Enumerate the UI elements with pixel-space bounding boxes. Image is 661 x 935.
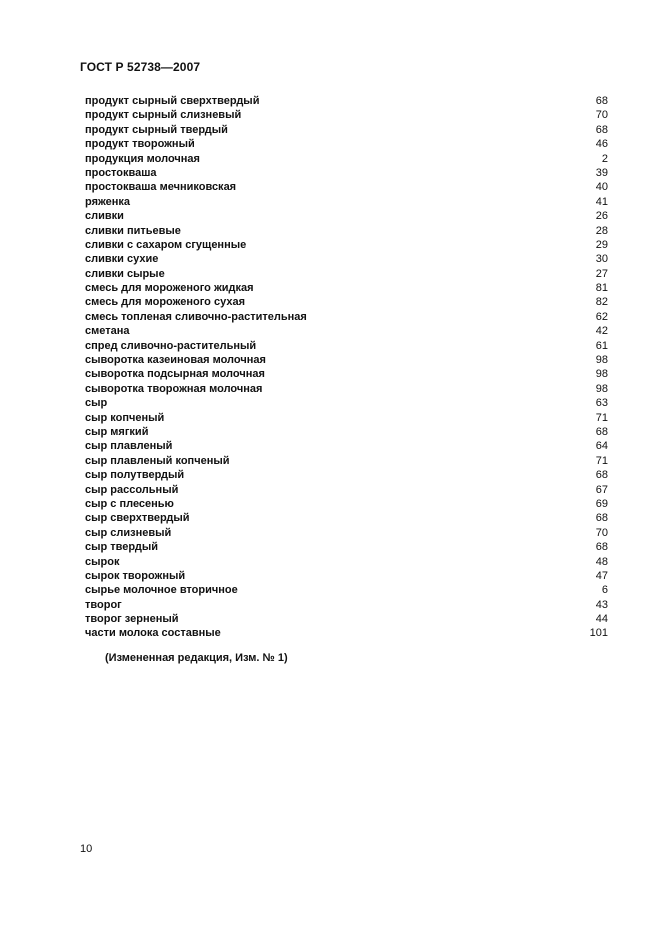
index-term: сыр bbox=[85, 397, 108, 410]
index-term: смесь для мороженого сухая bbox=[85, 296, 245, 309]
index-page-reference: 47 bbox=[595, 569, 608, 582]
index-entry bbox=[85, 583, 608, 597]
index-page-reference: 68 bbox=[595, 541, 608, 554]
index-entry bbox=[85, 555, 608, 569]
index-term: сыр полутвердый bbox=[85, 469, 185, 482]
index-term: сыр твердый bbox=[85, 541, 158, 554]
index-term: сливки с сахаром сгущенные bbox=[85, 238, 247, 251]
index-entry bbox=[85, 439, 608, 453]
index-page-reference: 44 bbox=[595, 613, 608, 626]
index-term: продукция молочная bbox=[85, 152, 200, 165]
index-page-reference: 2 bbox=[601, 152, 608, 165]
index-page-reference: 68 bbox=[595, 123, 608, 136]
index-term: смесь топленая сливочно-растительная bbox=[85, 310, 307, 323]
index-page-reference: 39 bbox=[595, 166, 608, 179]
index-page-reference: 42 bbox=[595, 325, 608, 338]
index-page-reference: 28 bbox=[595, 224, 608, 237]
index-entry bbox=[85, 267, 608, 281]
index-entry bbox=[85, 540, 608, 554]
index-term: сыр сверхтвердый bbox=[85, 512, 190, 525]
index-page-reference: 48 bbox=[595, 555, 608, 568]
index-entry bbox=[85, 454, 608, 468]
index-page-reference: 68 bbox=[595, 425, 608, 438]
index-page-reference: 98 bbox=[595, 354, 608, 367]
index-entry bbox=[85, 382, 608, 396]
index-entry bbox=[85, 612, 608, 626]
index-term: сырье молочное вторичное bbox=[85, 584, 238, 597]
index-entry bbox=[85, 108, 608, 122]
index-page-reference: 29 bbox=[595, 238, 608, 251]
index-entry bbox=[85, 238, 608, 252]
index-entry bbox=[85, 180, 608, 194]
index-term: сырок bbox=[85, 555, 120, 568]
index-term: сливки сухие bbox=[85, 253, 159, 266]
index-page-reference: 61 bbox=[595, 339, 608, 352]
index-entry bbox=[85, 425, 608, 439]
index-page-reference: 82 bbox=[595, 296, 608, 309]
index-page-reference: 62 bbox=[595, 310, 608, 323]
index-term: продукт творожный bbox=[85, 138, 195, 151]
index-entry bbox=[85, 310, 608, 324]
index-term: продукт сырный слизневый bbox=[85, 109, 242, 122]
index-page-reference: 63 bbox=[595, 397, 608, 410]
index-entry bbox=[85, 626, 608, 640]
index-entry bbox=[85, 411, 608, 425]
index-page-reference: 70 bbox=[595, 109, 608, 122]
index-entry bbox=[85, 483, 608, 497]
index-entry bbox=[85, 396, 608, 410]
index-page-reference: 67 bbox=[595, 483, 608, 496]
index-term: сметана bbox=[85, 325, 130, 338]
index-entry bbox=[85, 295, 608, 309]
index-term: творог bbox=[85, 598, 122, 611]
index-term: сыр мягкий bbox=[85, 425, 149, 438]
index-entry bbox=[85, 598, 608, 612]
index-page-reference: 71 bbox=[595, 411, 608, 424]
index-page-reference: 68 bbox=[595, 95, 608, 107]
index-term: сливки питьевые bbox=[85, 224, 181, 237]
amendment-note: (Измененная редакция, Изм. № 1) bbox=[105, 652, 288, 664]
index-term: сливки bbox=[85, 210, 124, 223]
document-header: ГОСТ Р 52738—2007 bbox=[80, 60, 201, 74]
index-page-reference: 68 bbox=[595, 469, 608, 482]
index-term: продукт сырный сверхтвердый bbox=[85, 95, 260, 107]
index-page-reference: 43 bbox=[595, 598, 608, 611]
index-entry bbox=[85, 511, 608, 525]
index-term: сыр копченый bbox=[85, 411, 165, 424]
index-entry bbox=[85, 224, 608, 238]
index-term: сыр с плесенью bbox=[85, 497, 174, 510]
index-page-reference: 30 bbox=[595, 253, 608, 266]
index-page-reference: 46 bbox=[595, 138, 608, 151]
index-term: сырок творожный bbox=[85, 569, 186, 582]
index-entry bbox=[85, 339, 608, 353]
index-term: простокваша bbox=[85, 166, 157, 179]
index-entry bbox=[85, 367, 608, 381]
index-entry bbox=[85, 166, 608, 180]
index-term: ряженка bbox=[85, 195, 131, 208]
index-entry bbox=[85, 137, 608, 151]
index-entry bbox=[85, 152, 608, 166]
index-entry bbox=[85, 209, 608, 223]
index-entry bbox=[85, 353, 608, 367]
index-entry bbox=[85, 94, 608, 108]
index-entry bbox=[85, 468, 608, 482]
index-page-reference: 81 bbox=[595, 282, 608, 295]
index-page-reference: 6 bbox=[601, 584, 608, 597]
index-entry bbox=[85, 281, 608, 295]
index-term: сливки сырые bbox=[85, 267, 165, 280]
index-term: простокваша мечниковская bbox=[85, 181, 237, 194]
index-entry bbox=[85, 526, 608, 540]
index-entry bbox=[85, 324, 608, 338]
alphabetical-index bbox=[85, 94, 608, 641]
index-page-reference: 69 bbox=[595, 497, 608, 510]
index-term: творог зерненый bbox=[85, 613, 179, 626]
index-term: сыворотка казеиновая молочная bbox=[85, 354, 266, 367]
index-entry bbox=[85, 497, 608, 511]
page-number: 10 bbox=[80, 843, 93, 855]
index-term: сыр рассольный bbox=[85, 483, 179, 496]
index-page-reference: 101 bbox=[589, 627, 608, 640]
index-page-reference: 70 bbox=[595, 526, 608, 539]
index-page-reference: 26 bbox=[595, 210, 608, 223]
index-term: сыр плавленый копченый bbox=[85, 454, 230, 467]
index-term: продукт сырный твердый bbox=[85, 123, 228, 136]
index-page-reference: 40 bbox=[595, 181, 608, 194]
index-term: смесь для мороженого жидкая bbox=[85, 282, 254, 295]
index-term: спред сливочно-растительный bbox=[85, 339, 257, 352]
index-page-reference: 68 bbox=[595, 512, 608, 525]
index-entry bbox=[85, 569, 608, 583]
index-page-reference: 98 bbox=[595, 368, 608, 381]
index-entry bbox=[85, 123, 608, 137]
index-page-reference: 27 bbox=[595, 267, 608, 280]
index-page-reference: 71 bbox=[595, 454, 608, 467]
index-entry bbox=[85, 195, 608, 209]
index-page-reference: 41 bbox=[595, 195, 608, 208]
index-term: сыворотка творожная молочная bbox=[85, 382, 263, 395]
index-term: сыворотка подсырная молочная bbox=[85, 368, 265, 381]
index-entry bbox=[85, 252, 608, 266]
index-term: сыр слизневый bbox=[85, 526, 172, 539]
index-page-reference: 64 bbox=[595, 440, 608, 453]
index-term: части молока составные bbox=[85, 627, 221, 640]
index-term: сыр плавленый bbox=[85, 440, 173, 453]
index-page-reference: 98 bbox=[595, 382, 608, 395]
